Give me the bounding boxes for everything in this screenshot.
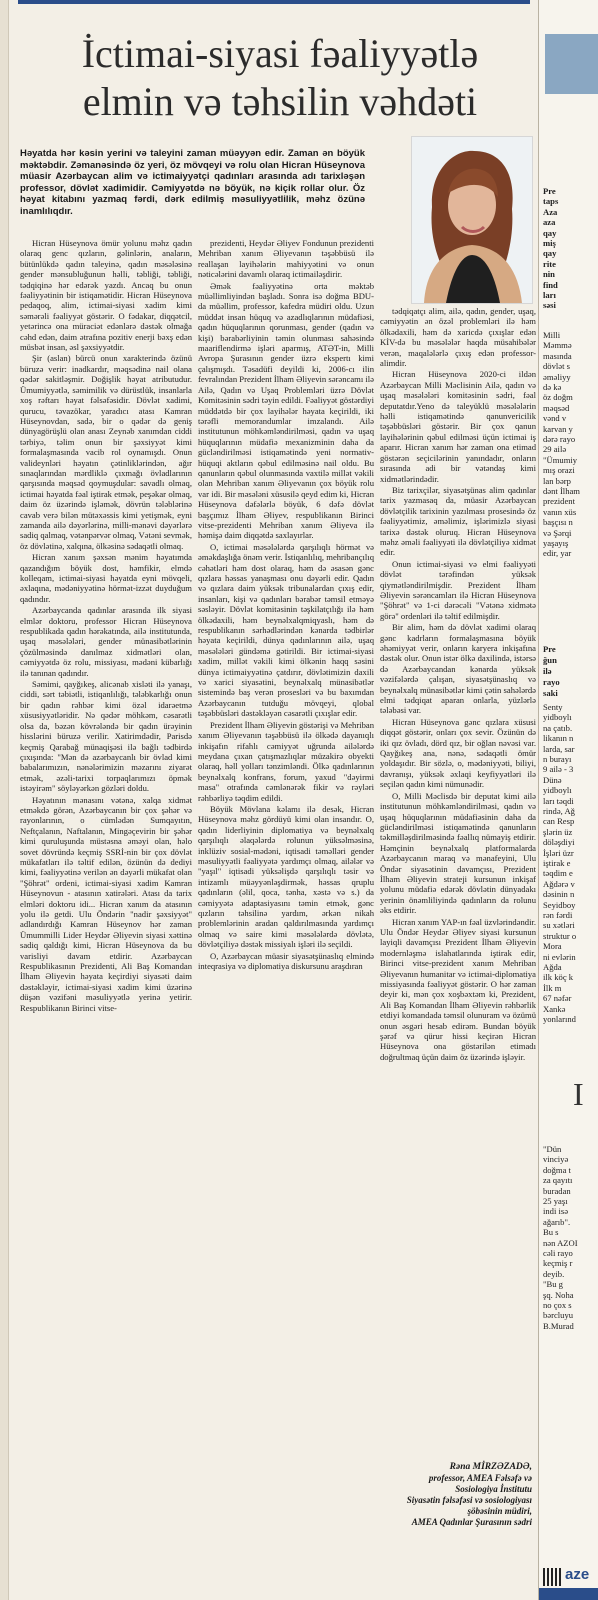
adjacent-text-fragment: keçmiş r bbox=[543, 1258, 573, 1269]
paragraph: Prezident İlham Əliyevin göstərişi və Mehriban xanım Əliyevanın təşəbbüsü ilə ölkədə dayanıqlı inkişafın rifahlı cəmiyyət uğrunda ailələrdə meydana çıxan çatışmazlıqlar müzakirə obyekti olaraq, həll yolları tənzimləndi. Ölkə qadınlarının beynəlxalq konfrans, forum, yaxud "dəyirmi masa" otrafında cəmlənərək fikir və rəyləri rəhbərliyə təqdim edildi. bbox=[198, 719, 374, 803]
adjacent-text-fragment: səsi bbox=[543, 300, 556, 311]
adjacent-article-strip bbox=[538, 0, 598, 1600]
adjacent-text-fragment: iştirak e bbox=[543, 858, 571, 868]
adjacent-text-fragment: Mora bbox=[543, 941, 562, 952]
adjacent-text-fragment: struktur o bbox=[543, 930, 577, 941]
author-title: şöbəsinin müdiri, bbox=[467, 1506, 532, 1516]
adjacent-text-fragment: qay bbox=[543, 248, 557, 259]
adjacent-text-fragment: Pre bbox=[543, 644, 556, 654]
adjacent-text-fragment: məqsəd bbox=[543, 402, 570, 413]
adjacent-text-fragment: aza bbox=[543, 217, 556, 228]
adjacent-text-fragment: dərə rayo bbox=[543, 434, 576, 444]
adjacent-text-fragment: miş bbox=[543, 238, 556, 248]
author-title: Sosiologiya İnstitutu bbox=[455, 1484, 532, 1494]
adjacent-text-fragment: mış orazi bbox=[543, 465, 575, 476]
adjacent-text-fragment: n burayı bbox=[543, 754, 572, 764]
adjacent-text-fragment: rayo bbox=[543, 677, 560, 687]
adjacent-text-fragment: və Şərqi bbox=[543, 527, 572, 538]
adjacent-text-fragment: ni evlərin bbox=[543, 951, 576, 962]
adjacent-text-fragment: dövlət s bbox=[543, 361, 570, 372]
paragraph: tədqiqatçı alim, ailə, qadın, gender, uşaq, cəmiyyətin ən özəl problemləri ilə həm ölkədaxili, həm də xaricdə çıxışlar edən KİV-də bu məsələlər haqda müsahibələr verən, maqalələrlə çıxış edən professor-alimdir. bbox=[380, 306, 536, 369]
adjacent-text-fragment: yonlarınd bbox=[543, 1014, 576, 1024]
adjacent-text-fragment: "Bu g bbox=[543, 1279, 563, 1290]
adjacent-text-fragment: cəli rayo bbox=[543, 1248, 573, 1258]
adjacent-text-fragment: na çatıb. bbox=[543, 722, 573, 733]
adjacent-text-fragment: şq. Noha bbox=[543, 1289, 574, 1300]
adjacent-text-fragment: Məmmə bbox=[543, 340, 572, 351]
paragraph: Biz tarixçilər, siyasətşünas alim qadınlar tarix yazmasaq da, müasir Azərbaycan dövlətçilik tarixinin yazılması prosesində öz fəaliyyətimiz, əməlimiz, işlərimizlə siyasi tarixə dəstək oluruq. Hicran Hüseynova məhz əməli fəaliyyəti ilə dövlətçiliyə xidmət edir. bbox=[380, 484, 536, 558]
paragraph: O, Milli Məclisdə bir deputat kimi ailə institutunun möhkəmləndirilməsi, qadın və uşaq hüquqlarının müdafiəsinin daha da gücləndirilməsi istiqamətində qanunların təkmilləşdirilməsində fəallıq nümayiş etdirir. Həmçinin beynəlxalq platformalarda Azərbaycanın maraq və mənafeyini, Ulu Öndər siyasətinin davamçısı, Prezident İlham Əliyevin strateji kursunun inkişaf yolunu müdafiə edərək dövlətin dünyadakı yerinin önəmliliyində qadınların da rolunu əks etdirir. bbox=[380, 790, 536, 916]
adjacent-text-fragment: karvan y bbox=[543, 423, 573, 434]
adjacent-text-fragment: ilk köç k bbox=[543, 972, 574, 983]
adjacent-text-fragment: 67 nəfər bbox=[543, 993, 572, 1004]
adjacent-text-fragment: ları təqdi bbox=[543, 795, 574, 806]
adjacent-text-fragment: 25 yaşı bbox=[543, 1196, 568, 1206]
author-title: AMEA Qadınlar Şurasının sədri bbox=[411, 1517, 532, 1527]
paragraph: Hicran Hüseynova 2020-ci ildən Azərbaycan Milli Məclisinin Ailə, qadın və uşaq məsələləri komitəsinin sədri, fəal deputatdır.Yeno də taleyüklü məsələlərin həlli istiqamətində qanunvericilik təşəbbüsləri göstərir. Bir çox qanun layihələrinin qəbul edilməsi üçün ictimai iş aparır. Hicran xanım hər zaman ona etimad göstərən seçicilərinin yanındadır, onların sırasında adi bir vətəndaş kimi xidmətlərindədir. bbox=[380, 369, 536, 484]
adjacent-initial: I bbox=[573, 1076, 584, 1112]
adjacent-text-fragment: döləşdiyi bbox=[543, 837, 575, 848]
article-lead: Həyatda hər kəsin yerini və taleyini zaman müəyyən edir. Zaman ən böyük məktəbdir. Zəmanəsində öz yeri, öz mövqeyi və rolu olan Hicran Hüseynova müasir Azərbaycan alim və ictimaiyyətçi qadınları arasında adı tarixləşən professor, dövlət xadimidir. Cəmiyyətdə nə böyük, nə kiçik rollar olur. Öz həyat kitabını yazmaq fərdi, dərk edilmiş məsuliyyətlilik, məhz özünə inamlılıqdır. bbox=[20, 148, 365, 217]
author-title: professor, AMEA Fəlsəfə və bbox=[428, 1473, 532, 1483]
adjacent-text-fragment: find bbox=[543, 279, 558, 290]
adjacent-text-fragment: İşləri üzr bbox=[543, 847, 574, 858]
paragraph: Onun ictimai-siyasi və elmi fəaliyyəti dövlət tərəfindən yüksək qiymətləndirilmişdir. Prezident İlham Əliyevin sərəncamları ilə Hicran Hüseynova "Şöhrət" və 1-ci dərəcəli "Vətənə xidmətə görə" ordenləri ilə təltif edilmişdir. bbox=[380, 558, 536, 621]
adjacent-text-fragment: təqdim e bbox=[543, 868, 573, 879]
adjacent-text-fragment: də kə bbox=[543, 382, 562, 392]
adjacent-text-fragment: başçısı n bbox=[543, 517, 573, 528]
adjacent-text-fragment: İlk m bbox=[543, 982, 562, 993]
adjacent-text-fragment: Aza bbox=[543, 206, 558, 217]
adjacent-text-fragment: Ağda bbox=[543, 962, 562, 972]
paragraph: Hicran Hüseynova gənc qızlara xüsusi diqqət göstərir, onları çox sevir. Özünün də iki qız övladı, dörd qız, bir oğlan nəvəsi var. Qayğıkeş ana, nənə, sədaqətli ömür yoldaşıdır. Bir sözlə, o, mədəniyyəti, biliyi, davranışı, yüksək əxlaqi keyfiyyətləri ilə seçilən qadın kimi nümunədir. bbox=[380, 716, 536, 790]
adjacent-text-fragment: likanın n bbox=[543, 733, 574, 744]
adjacent-text-fragment: vanın xüs bbox=[543, 506, 577, 517]
portrait-illustration bbox=[412, 137, 532, 303]
adjacent-text-fragment: buradan bbox=[543, 1185, 571, 1196]
adjacent-text-fragment: za qayıtı bbox=[543, 1175, 573, 1186]
adjacent-text-fragment: indi isə bbox=[543, 1206, 569, 1217]
adjacent-text-fragment: şlərin üz bbox=[543, 826, 573, 837]
adjacent-text-fragment: dənt İlham bbox=[543, 486, 580, 496]
paragraph: Böyük Mövlana kəlamı ilə desək, Hicran Hüseynova məhz gördüyü kimi olan insandır. O, qadın liderliyinin diplomatiya və beynəlxalq qarşılıqlı əlaqələrdə rolunun yüksəlməsinə, inklüziv sosial-mədəni, iqtisadi təməlləri gender məsuliyyətli fəaliyyətə yardımçı olmaq, ailələr və "yaşıl" iqtisadi yüksəlişdə qarşılıqlı təsir və intizamlı müəyyənləşdirmək, həssas qruplu qadınların (əlil, qocа, tənha, xəstə və s.) da cəmiyyətə adaptasiyasını təmin etmək, gənc qızların təhsilinə yardım, ərkən nikah problemlərinin aradan qaldırılmasında yardımçı olmaq və saire kimi məsələlərdə dövlətə, dövlətçiliyə dəstək missiyalı işləri ilə seçildi. bbox=[198, 803, 374, 950]
adjacent-text-fragment: taps bbox=[543, 196, 559, 207]
adjacent-text-fragment: su xətləri bbox=[543, 920, 575, 931]
paragraph: Hicran Hüseynova ömür yolunu məhz qadın olaraq genc qızların, gəlinlərin, anaların, bütünlükdə qadın taleyinə, qadın məsələsinə gender mənsubluğunun həlli, təbliği, təbliği, tədqiqinə hər edərək yazdı. Ancaq bu onun fəaliyyətinin bir istiqamətidir. Hicran Hüseynova pedaqoq, alim, ictimai-siyasi xadim kimi səmərəli fəaliyyət göstərir. O fədakar, diqqətcil, yetərincə ona müraciət edənlərə dəstək olmağa cəhd edən, daim ətrafına pozitiv enerji bəxş edən müsbət insan, əsl şəxsiyyətdir. bbox=[20, 238, 192, 353]
paragraph: Həyatının mənasını vətənə, xalqa xidmət etməkdə görən, Azərbaycanın bir çox şəhər və rayonlarının, o cümlədən Sumqayıtın, Neftçalanın, Naftalanın, Mingəçevirin bir şəhər kimi quruluşunda müstəsna əməyi olan, həlo sovet dövründə keçmiş SSRİ-nin bir çox dövlət mükafatları ilə təltif edilən, özünün də dediyi kimi, fəaliyyətinə verilən ən dəyərli mükafat olan "Şöhrət" ordeni, ictimai-siyasi xadim Kamran Hüseynovun - atasının xatirələri. Atası da tarix elmləri doktoru idi... Hicran xanım da atasının yolu ilə getdi. Ulu Öndərin "nadir şəxsiyyət" adlandırdığı Kamran Hüseynov hər zaman Ümummilli Lider Heydər Əliyevin siyasi xəttinə sadiq qaldığı kimi, Hicran Hüseynova da bu varisliyi davam etdirir. Azərbaycan Respublikasının Prezidenti, Ali Baş Komandan İlham Əliyevin həyata keçirdiyi siyasəti daim dəstəkləyir, ictimai-siyasi xadim kimi üzərinə düşən vəzifəni məsuliyyətlə yerinə yetirir. Respublikanın Birinci vitse- bbox=[20, 794, 192, 1013]
adjacent-text-fragment: larda, sar bbox=[543, 743, 575, 754]
adjacent-text-fragment: no çox s bbox=[543, 1300, 572, 1310]
adjacent-text-fragment: qay bbox=[543, 227, 557, 238]
paragraph: O, Azərbaycan müasir siyasətşünaslıq elmində inteqrasiya və diplomatiya diskursunu araşdıran bbox=[198, 950, 374, 972]
adjacent-text-fragment: ğun bbox=[543, 655, 557, 665]
adjacent-text-fragment: can Resp bbox=[543, 816, 575, 827]
adjacent-text-fragment: edir, yar bbox=[543, 548, 572, 559]
paragraph: Əmək fəaliyyətinə orta məktəb müəllimliyindən başladı. Sonra isə doğma BDU-da müəllim, professor, kafedra müdiri oldu. Uzun müddət insan hüquq və azadlıqlarının müdafiəsi, qadın hüquqlarının qorunması, gender (qadın və kişi) bərabərliyinin təmin olunması sahəsində maariflendirmə işləri aparmış, ATƏT-in, Milli Avropa Şurasının gender üzrə ekspertı kimi çalışmışdı. Təsadüfi deyildi ki, 2006-cı ilin fevralından Prezident İlham Əliyevin sərəncamı ilə Ailə, Qadın və Uşaq Problemləri üzrə Dövlət Komitəsinin sədri təyin edildi. Fəaliyyət göstərdiyi müddətdə bir çox layihələr həyata keçirildi, iki tərəfli memorandumlar imzalandı. Ailə institutunun möhkəmləndirilməsi, qadın və uşaq hüquqlarının müdafiə mexanizminin daha da gücləndirilməsi istiqamətində yeni normativ-hüquqi aktların qəbul edilməsinə nail oldu. Bu qanunların qəbul olunmasında vaxtilə millət vəkili olan Mehriban xanım Əliyevanın çox böyük rolu var idi. Bir məsələni xüsusilə qeyd edim ki, Hicran Hüseynova dəfələrlə böyük, 6 dəfə dövlət başçımız İlham Əliyev, respublikanın Birinci vitse-prezidenti Mehriban xanım Əliyeva ilə həmişə daim diqqətdə saxlayırlar. bbox=[198, 280, 374, 541]
article-headline bbox=[20, 30, 540, 126]
paragraph: O, ictimai məsələlərdə qarşılıqlı hörmət və əməkdaşlığa önəm verir. İstiqanlılıq, mehribançılıq cəhətləri həm dost olaraq, həm də əsasən gənc qızlara həssas yanaşması onu dəyərli edir. Qadın və qızlara daim yüksək tribunalardan çıxış edir, insanları, kişi və qadınları bərabər təmsil etməyə səsləyir. Dövlət komitəsinin təşkilatçılığı ilə həm ölkədaxili, həm beynəlxalqmiqyaslı, həm də respublikanın sərhədlərindən kənarda tədbirlər həyata keçirildi, dünya qadınlarının ailə, uşaq məsələləri gündəmə gətirildi. Bir ictimai-siyasi xadim, millət vəkili kimi ölkənin haqq səsini dünya ictimaiyyətinə çatdırır, dövlətimizin daxili və xarici siyasətini, beynəlxalq münasibətlər sistemində baş verən prosesləri və bu baxımdan Azərbaycanın tutduğu mövqeyi, qlobal təşəbbüsləri dəstəkləyən cəsarətli çıxışlar edir. bbox=[198, 541, 374, 719]
author-signature bbox=[380, 1462, 532, 1528]
adjacent-text-fragment: yaşayış bbox=[543, 538, 569, 548]
adjacent-text-fragment: ağarıb". bbox=[543, 1216, 571, 1227]
author-name: Rəna MİRZƏZADƏ, bbox=[449, 1462, 532, 1472]
adjacent-text-fragment: vinciyə bbox=[543, 1154, 569, 1165]
adjacent-text-fragment: B.Murad bbox=[543, 1320, 574, 1331]
adjacent-text-fragment: 29 ailə bbox=[543, 444, 567, 455]
adjacent-text-fragment: yidboylı bbox=[543, 712, 572, 723]
adjacent-text-fragment: 9 ailə - 3 bbox=[543, 764, 574, 775]
adjacent-text-fragment: Xankə bbox=[543, 1003, 566, 1014]
adjacent-text-fragment: "Ümumiy bbox=[543, 454, 578, 465]
paragraph: Hicran xanım şəxsən mənim həyatımda qazandığım böyük dost, həmfikir, elmdə kolleqam, ictimai-siyasi həyatda eyni mövqeli, əxlaqına, mədəniyyətinə hörmət-izzət duyduğum qadındır. bbox=[20, 552, 192, 604]
adjacent-text-fragment: lan bərp bbox=[543, 475, 571, 486]
page-fold-edge bbox=[0, 0, 9, 1600]
article-column-1 bbox=[20, 238, 192, 1590]
adjacent-text-fragment: "Dün bbox=[543, 1144, 562, 1154]
adjacent-text-fragment: nin bbox=[543, 269, 555, 280]
adjacent-text-fragment: ları bbox=[543, 290, 556, 300]
adjacent-text-fragment: doğma t bbox=[543, 1164, 571, 1175]
paragraph: Şir (aslan) bürcü onun xarakterində özünü büruzə verir: inadkardır, məqsədinə nail olana qədər sakitləşmir. Doğişlik həyat atributudur. Ümumiyyətlə, səmimilik və dürüstlük, insanlarla xoş rəftarı həyat fəlsəfəsidir. Dövlət xadimi, qurucu, təvazökar, yaradıcı atası Kamran Hüseynovdan, sadə, bir o qədər də geniş dünyagörüşlü olan anası Zeynəb xanımdan ciddi tərbiyə, təlim onun bir şəxsiyyət kimi formalaşmasında vacib rol oynamışdı. Onun valideynləri həyatın çətinliklərindən, ağır sınaqlarından mərdliklə çıxmağı övladlarının qarşısında məqsəd qoymuşdular: savadlı olmaq, ictimai həyatda fəal iştirak etmək, peşəkar olmaq, daim öz üzərində işləmək, dövrün tələblərinə cavab verə bilən mütəxəssis kimi yetişmək, eyni zamanda ailə dəyərlərinə, milli-mənəvi dəyərlərə sadiq qalmaq, vətənpərvər olmaq, Vətəni sevmək, öz dövlətinə, xalqına, ölkəsinə sədaqətli olmaq. bbox=[20, 353, 192, 551]
adjacent-text-fragment: deyib. bbox=[543, 1268, 565, 1279]
adjacent-text-fragment: rən fərdi bbox=[543, 910, 573, 920]
article-column-2 bbox=[198, 238, 374, 1590]
adjacent-text-fragment: rində, Ağ bbox=[543, 806, 575, 816]
adjacent-photo bbox=[545, 34, 598, 94]
adjacent-text-fragment: vənd v bbox=[543, 413, 567, 424]
headline-line-2: elmin və təhsilin vəhdəti bbox=[82, 79, 478, 124]
headline-line-1: İctimai-siyasi fəaliyyətlə bbox=[81, 31, 479, 76]
adjacent-text-fragment: ilə bbox=[543, 666, 552, 676]
adjacent-text-fragment: rite bbox=[543, 258, 556, 269]
paragraph: Bir alim, həm də dövlət xadimi olaraq gənc kadrların formalaşmasına böyük əhəmiyyət verir, onların karyera inkişafına dəstək olur. Onun istər ölkə daxilində, istərsə də Azərbaycandan kənarda yüksək vəzifələrdə çalışan, siyasətşünaslıq və beynəlxalq münasibətlər kimi çətin sahələrdə elmi tədqiqat aparan onlarla, yüzlərlə tələbəsi var. bbox=[380, 622, 536, 716]
article-column-3 bbox=[380, 306, 536, 1456]
adjacent-text-fragment: Ağdərə v bbox=[543, 878, 575, 889]
adjacent-text-fragment: Dünə bbox=[543, 774, 562, 785]
adjacent-text-fragment: dəsinin n bbox=[543, 889, 575, 900]
author-title: Siyasətin fəlsəfəsi və sosiologiyası bbox=[406, 1495, 532, 1505]
adjacent-text-fragment: Senty bbox=[543, 702, 563, 712]
footer-bar bbox=[539, 1588, 598, 1600]
adjacent-text-fragment: masında bbox=[543, 350, 572, 361]
paragraph: Səmimi, qayğıkeş, alicənab xisləti ilə yanaşı, ciddi, sərt təbiətli, istiqanlılığı, tələbkarlığı onun bir qadın rəhbər kimi özəl idarəetmə xüsusiyyətləridir. Nə qədər möhkəm, cəsarətli olsa da, bəzən kövrələndə bir qadın ürəyinin hisslərini büruzə verilir. Xatirimdədir, Parisdə keçmiş Qarabağ münaqişəsi ilə bağlı tədbirdə çıxışında: "Mən də azərbaycanlı bir övlad kimi babalarımızın, nənələrimizin məzarını ziyarət etmək, əzəli-tarixi torpaqlarımızı öpmək istəyirəm" söyləyərkən gözləri doldu. bbox=[20, 679, 192, 794]
adjacent-text-fragment: nən AZOI bbox=[543, 1237, 578, 1248]
newspaper-logo: aze bbox=[565, 1566, 590, 1583]
top-rule bbox=[18, 0, 530, 4]
adjacent-text-fragment: prezident bbox=[543, 496, 575, 507]
adjacent-text-fragment: yidboylı bbox=[543, 785, 572, 796]
adjacent-text-fragment: Bu s bbox=[543, 1227, 559, 1238]
qr-code-icon bbox=[543, 1568, 561, 1586]
adjacent-text-fragment: Seyidboy bbox=[543, 899, 576, 910]
paragraph: Hicran xanım YAP-ın fəal üzvlərindəndir. Ulu Öndər Heydər Əliyev siyasi kursunun layiqli davamçısı Prezident İlham Əliyevin modernləşmə islahatlarında iştirak edir, Birinci vitse-prezident xanım Mehriban Əliyevanın humanitar və ictimai-diplomatiya missiyasında fəaliyyət göstərir. O hər zaman deyir ki, mən çox xoşbəxtəm ki, Prezident, Ali Baş Komandan İlham Əliyevin rəhbərlik etdiyi komandada təmsil olunuram və özümü onun əsgəri hesab edirəm. Bundan böyük şərəf və qürur hissi keçirən Hicran Hüseynova ona göstərilən etimadı doğrultmaq üçün daim öz üzərində işləyir. bbox=[380, 916, 536, 1062]
paragraph: prezidenti, Heydər Əliyev Fondunun prezidenti Mehriban xanım Əliyevanın təşəbbüsü ilə reallaşan layihələrin mahiyyətini və onun nəticələrini davamlı olaraq ictimailəşdirir. bbox=[198, 238, 374, 280]
adjacent-text-fragment: öz doğm bbox=[543, 392, 573, 403]
adjacent-text-fragment: bərcluyu bbox=[543, 1310, 574, 1321]
paragraph: Azərbaycanda qadınlar arasında ilk siyasi elmlər doktoru, professor Hicran Hüseynova respublikada qadın hərəkatında, ailə institutunda, uşaq məsələləri, gender münasibətlərinin çözülməsində danılmaz xidmətləri olan, cəmiyyətdə öz rolu, missiyası, mədəni kübarlığı ilə tanınan qadındır. bbox=[20, 605, 192, 678]
adjacent-text-fragment: Pre bbox=[543, 186, 556, 196]
author-portrait bbox=[411, 136, 533, 304]
adjacent-text-fragment: saki bbox=[543, 688, 558, 698]
adjacent-text-fragment: Milli bbox=[543, 330, 561, 340]
adjacent-text-fragment: əməliyy bbox=[543, 371, 571, 382]
